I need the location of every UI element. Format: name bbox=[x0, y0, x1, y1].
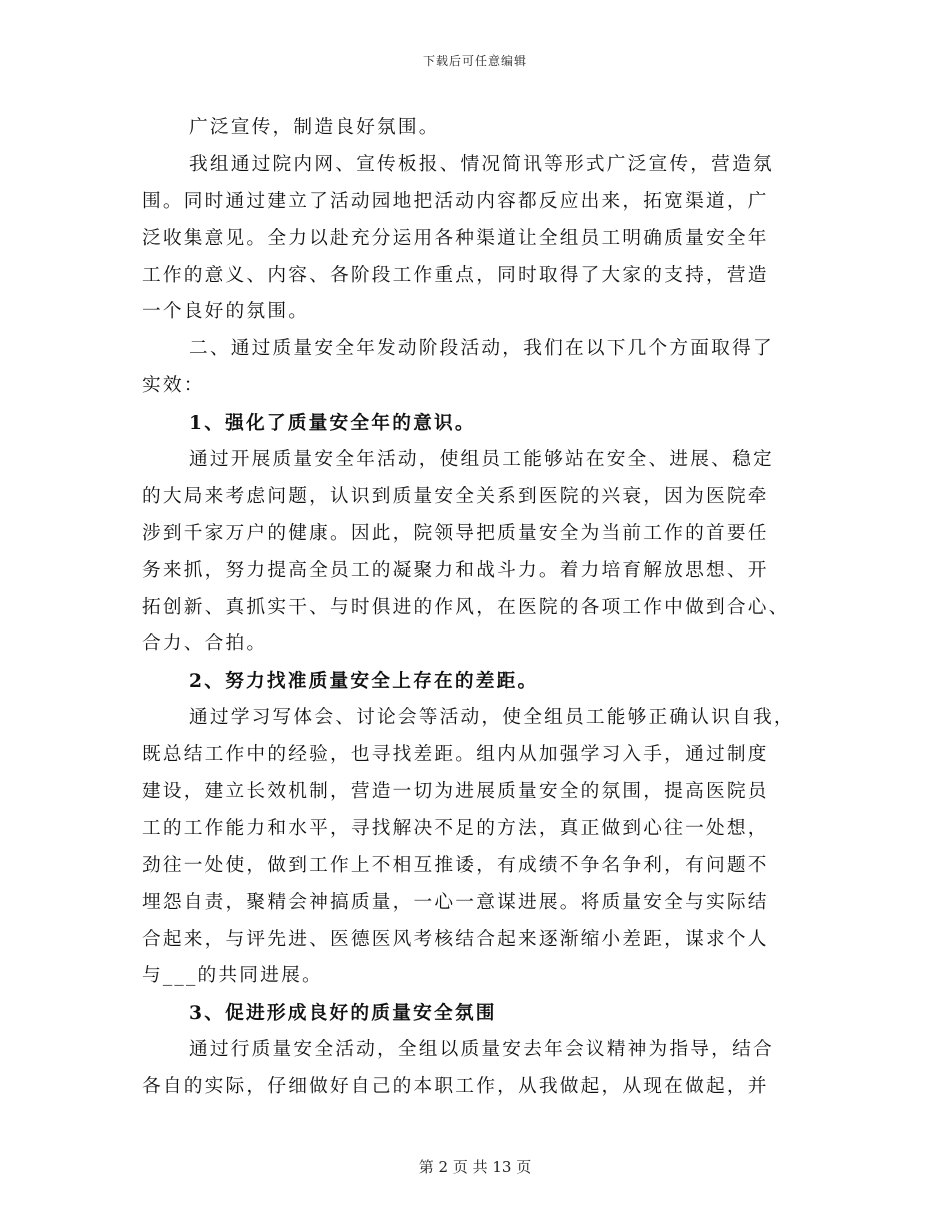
text-line: 一个良好的氛围。 bbox=[142, 301, 310, 323]
section-heading: 3、促进形成良好的质量安全氛围 bbox=[189, 1002, 497, 1025]
text-line: 实效： bbox=[142, 375, 205, 397]
text-line: 与___的共同进展。 bbox=[142, 965, 323, 987]
text-line: 泛收集意见。全力以赴充分运用各种渠道让全组员工明确质量安全年 bbox=[142, 227, 769, 249]
text-line: 建设，建立长效机制，营造一切为进展质量安全的氛围，提高医院员 bbox=[142, 781, 769, 803]
text-line: 劲往一处使，做到工作上不相互推诿，有成绩不争名争利，有问题不 bbox=[142, 854, 769, 876]
text-line: 各自的实际，仔细做好自己的本职工作，从我做起，从现在做起，并 bbox=[142, 1076, 769, 1098]
text-line: 埋怨自责，聚精会神搞质量，一心一意谋进展。将质量安全与实际结 bbox=[142, 891, 769, 913]
text-line: 涉到千家万户的健康。因此，院领导把质量安全为当前工作的首要任 bbox=[142, 522, 769, 544]
section-heading: 1、强化了质量安全年的意识。 bbox=[189, 412, 476, 435]
text-line: 务来抓，努力提高全员工的凝聚力和战斗力。着力培育解放思想、开 bbox=[142, 559, 769, 581]
text-line: 工作的意义、内容、各阶段工作重点，同时取得了大家的支持，营造 bbox=[142, 264, 769, 286]
text-line: 拓创新、真抓实干、与时俱进的作风，在医院的各项工作中做到合心、 bbox=[142, 596, 790, 618]
text-line: 通过开展质量安全年活动，使组员工能够站在安全、进展、稳定 bbox=[189, 449, 774, 471]
section-heading: 2、努力找准质量安全上存在的差距。 bbox=[189, 670, 539, 693]
text-line: 二、通过质量安全年发动阶段活动，我们在以下几个方面取得了 bbox=[189, 338, 774, 360]
text-line: 通过行质量安全活动，全组以质量安去年会议精神为指导，结合 bbox=[189, 1039, 774, 1061]
page-header: 下载后可任意编辑 bbox=[422, 54, 527, 68]
text-line: 我组通过院内网、宣传板报、情况简讯等形式广泛宣传，营造氛 bbox=[189, 153, 774, 175]
page-footer: 第 2 页 共 13 页 bbox=[418, 1158, 532, 1176]
text-line: 围。同时通过建立了活动园地把活动内容都反应出来，拓宽渠道，广 bbox=[142, 190, 769, 212]
text-line: 合起来，与评先进、医德医风考核结合起来逐渐缩小差距，谋求个人 bbox=[142, 928, 769, 950]
document-body bbox=[142, 110, 804, 1106]
text-line: 合力、合拍。 bbox=[142, 633, 268, 655]
text-line: 工的工作能力和水平，寻找解决不足的方法，真正做到心往一处想， bbox=[142, 817, 769, 839]
text-line: 通过学习写体会、讨论会等活动，使全组员工能够正确认识自我， bbox=[189, 707, 795, 729]
text-line: 的大局来考虑问题，认识到质量安全关系到医院的兴衰，因为医院牵 bbox=[142, 485, 769, 507]
text-line: 既总结工作中的经验，也寻找差距。组内从加强学习入手，通过制度 bbox=[142, 744, 769, 766]
text-line: 广泛宣传，制造良好氛围。 bbox=[189, 117, 440, 138]
